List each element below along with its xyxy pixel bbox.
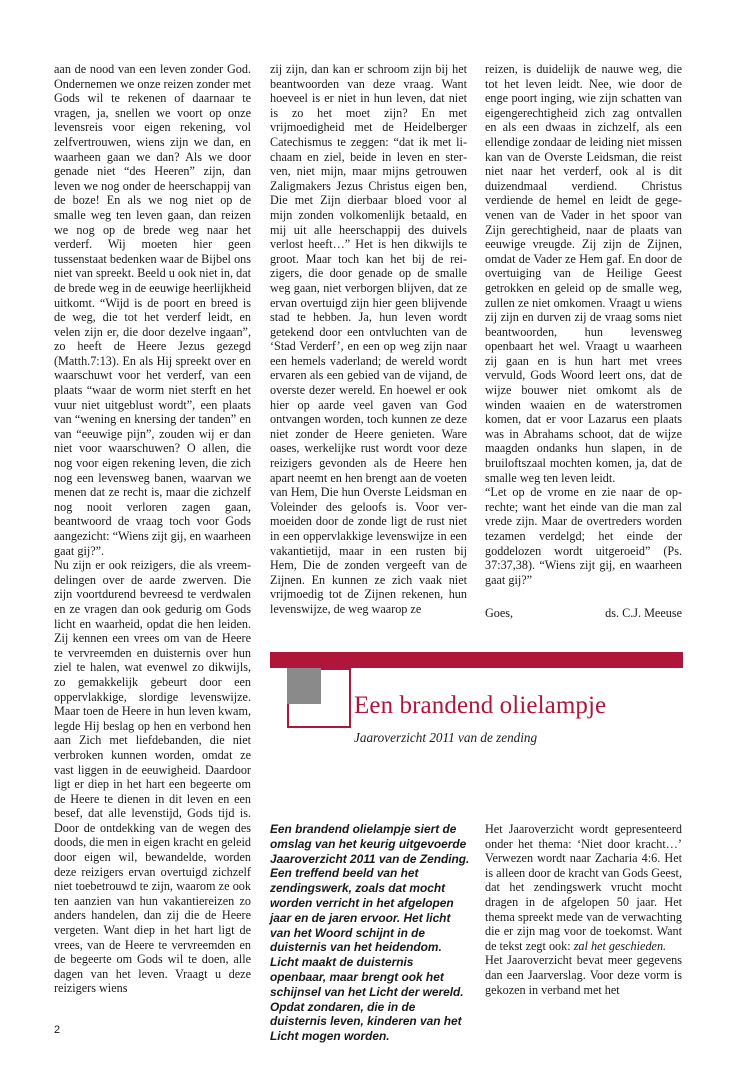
paragraph-travelers-strangers: Nu zijn er ook reizigers, die als vreemdelingen over de aarde zwerven. Die zijn voortdurend bevreesd te verdwalen en ze vragen dan ook gedurig om Gods licht en waarheid, opdat die hen leiden. Zij kennen een vrees om van de Heere te vervreemden en duisternis over hun ziel te halen, wat evenwel zo dikwijls, zo gemakkelijk gebeurt door een oppervlakkige, slordige levenswijze. Maar toen de Heere in hun leven kwam, legde Hij beslag op hen en verbond hen aan Zich met liefdebanden, die niet verbroken kunnen worden, omdat ze vast liggen in de eeuwigheid. Daardoor ligt er diep in het hart een begeerte om de Heere te dienen in dit leven en een besef, dat alle levenstijd, Gods tijd is. Door de ontdekking van de wegen des doods, die men in eigen kracht en geleid door eigen wil, bewandelde, worden deze reizigers ervan overtuigd zichzelf niet toebetrouwd te zijn, waarom ze ook ten aanzien van hun vakantiereizen zo anders handelen, dan zij die de Heere vergeten. Want diep in het hart ligt de vrees, van de Heere te vervreemden en de begeerte om Gods wil te doen, alle dagen van het leven. Vraagt u deze reizigers wiens xyxy=(54,558,251,996)
column-right xyxy=(485,62,682,587)
page-number: 2 xyxy=(54,1024,61,1036)
decorative-grey-square xyxy=(287,668,321,704)
column-left xyxy=(54,62,251,996)
article-body-emphasis: zal het geschieden. xyxy=(573,938,667,953)
paragraph-middle: zij zijn, dan kan er schroom zijn bij het beantwoorden van deze vraag. Want hoeveel is er niet in hun leven, dat niet is zo het moet zijn? En met vrijmoedigheid met de Heidelberger Catechismus te zeggen: “dat ik met lichaam en ziel, beide in leven en sterven, niet mijn, maar mijns getrouwen Zaligmakers Jezus Christus eigen ben, Die met Zijn dierbaar bloed voor al mijn zonden volkomenlijk betaald, en mij uit alle heerschappij des duivels verlost heeft…” Het is hen dikwijls te groot. Maar toch kan het bij de reizigers, die door genade op de smalle weg gaan, niet verborgen blijven, dat ze ervan overtuigd zijn hier geen blijvende stad te hebben. Ja, hun leven wordt getekend door een ontvluchten van de ‘Stad Verderf’, en een op weg zijn naar een hemels vaderland; de wereld wordt ervaren als een gebied van de vijand, de overste dezer wereld. En hoewel er ook hier op aarde veel gaven van God ontvangen worden, toch kunnen ze deze niet zonder de Heere genieten. Ware oases, werkelijke rust wordt voor deze reizigers gevonden als de Heere hen apart neemt en hen brengt aan de voeten van Hem, Die hun Overste Leidsman en Voleinder des geloofs is. Voor vermoeiden door de zonde ligt de rust niet in een oppervlakkige levenswijze in een vakantietijd, maar in een rusten bij Hem, Die de zonden vergeeft van de Zijnen. En kunnen ze zich vaak niet vrijmoedig tot de Zijnen rekenen, hun levenswijze, de weg waarop ze xyxy=(270,62,467,616)
article-body-paragraph-1 xyxy=(485,822,682,953)
paragraph-right: reizen, is duidelijk de nauwe weg, die tot het leven leidt. Nee, wie door de enge poort inging, wie zijn schatten van eigengerechtigheid zich zag ontvallen en als een dwaas in zichzelf, als een ellendige zondaar de leiding niet missen kan van de Overste Leidsman, die reist niet naar het verderf, ook al is dit duizendmaal verdiend. Christus verdiende de hemel en leidt de gegevenen van de Vader in het spoor van Zijn gerechtigheid, naar de plaats van eeuwige vreugde. Zij zijn de Zijnen, omdat de Vader ze Hem gaf. En door de overtuiging van de Heilige Geest getrokken en geleid op de smalle weg, zullen ze niet omkomen. Vraagt u wiens zij zijn en durven zij de vraag soms niet beantwoorden, hun levensweg openbaart het wel. Vraagt u waarheen zij gaan en is hun hart met vrees vervuld, Gods Woord leert ons, dat de wijze bouwer niet omkomt als de winden waaien en de waterstromen komen, dat er voor Lazarus een plaats was in Abrahams schoot, dat de wijze maagden ondanks hun slapen, in de bruiloftszaal mochten komen, ja, dat de smalle weg ten leven leidt. xyxy=(485,62,682,485)
article-body xyxy=(485,822,682,997)
signature-line xyxy=(485,606,682,621)
article-body-paragraph-2: Het Jaaroverzicht bevat meer gegevens dan een Jaarverslag. Voor deze vorm is gekozen in verband met het xyxy=(485,953,682,997)
paragraph-psalm-quote: “Let op de vrome en zie naar de oprechte; want het einde van die man zal vrede zijn. Maar de overtreders worden tezamen verdelgd; het einde der goddelozen wordt uitgeroeid” (Ps. 37:37,38). “Wiens zijt gij, en waarheen gaat gij?” xyxy=(485,485,682,587)
column-middle xyxy=(270,62,467,617)
article-subtitle: Jaaroverzicht 2011 van de zending xyxy=(354,730,538,745)
signature-place: Goes, xyxy=(485,606,514,620)
article-header-banner xyxy=(270,652,683,668)
article-intro: Een brandend olielampje siert de omslag van het keurig uitgevoerde Jaaroverzicht 2011 van de Zending. Een treffend beeld van het zendingswerk, zoals dat mocht worden verricht in het afgelopen jaar en de jaren ervoor. Het licht van het Woord schijnt in de duisternis van het heidendom. Licht maakt de duisternis openbaar, maar brengt ook het schijnsel van het Licht der wereld. Opdat zondaren, die in de duisternis leven, kinderen van het Licht mogen worden. xyxy=(270,822,470,1044)
article-title: Een brandend olielampje xyxy=(354,692,607,719)
signature-author: ds. C.J. Meeuse xyxy=(605,606,682,620)
paragraph-travelers-without-god: aan de nood van een leven zonder God. Ondernemen we onze reizen zonder met Gods wil te rekenen of daarnaar te vragen, ja, snellen we voort op onze levensreis voor eigen rekening, vol zelfvertrouwen, wiens zijn we dan, en waarheen gaan we dan? Als we door genade niet “des Heeren” zijn, dan leven we nog onder de heerschappij van de boze! En als we nog niet op de smalle weg ten leven gaan, dan reizen we nog op de brede weg naar het verderf. Wij moeten hier geen tussenstaat bedenken waar de Bijbel ons niet van spreekt. Beeld u ook niet in, dat de brede weg in de eeuwige heerlijkheid uitkomt. “Wijd is de poort en breed is de weg, die tot het verderf leidt, en velen zijn er, die door dezelve ingaan”, zo heeft de Heere Jezus gezegd (Matth.7:13). En als Hij spreekt over en waarschuwt voor het verderf, van een plaats “waar de worm niet sterft en het vuur niet uitgeblust wordt”, een plaats van “wening en knersing der tanden” en van “eeuwige pijn”, zouden wij er dan niet voor waarschuwen? O allen, die nog voor eigen rekening leven, die zich nog een levensweg banen, waarvan we menen dat ze recht is, maar die zichzelf nog nooit verloren zagen gaan, beantwoord de vraag toch voor Gods aangezicht: “Wiens zijt gij, en waarheen gaat gij?”. xyxy=(54,62,251,558)
article-body-text-1: Het Jaaroverzicht wordt gepresenteerd onder het thema: ‘Niet door kracht…’ Verwezen wordt naar Zacharia 4:6. Het is alleen door de kracht van Gods Geest, dat het zendingswerk vrucht mocht dragen in de afgelopen 50 jaar. Het thema spreekt mede van de verwachting die er zijn mag voor de toekomst. Want de tekst zegt ook: xyxy=(485,822,682,953)
